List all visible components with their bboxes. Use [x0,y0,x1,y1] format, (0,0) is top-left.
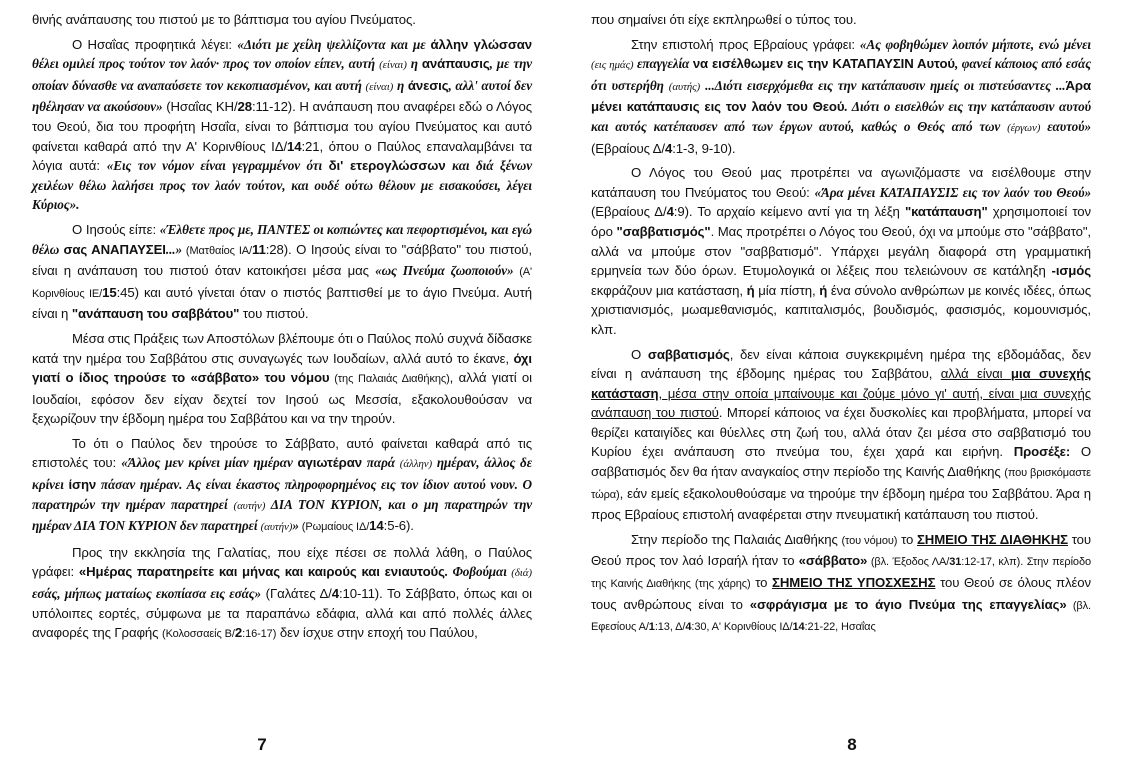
paragraph: Προς την εκκλησία της Γαλατίας, που είχε πέσει σε πολλά λάθη, ο Παύλος γράφει: «Ημέρας παρατηρείτε και μήνας και καιρούς και ενιαυτούς. Φοβούμαι (διά) εσάς, μήπως ματαίως εκοπίασα εις εσάς» (Γαλάτες Δ/4:10-11). Το Σάββατο, όπως και οι υπόλοιπες εορτές, σύμφωνα με τα παραπάνω εδάφια, αλλά και από πολλές άλλες αναφορές της Γραφής (Κολοσσαείς Β/2:16-17) δεν ίσχυε στην εποχή του Παύλου, [32,544,532,641]
paragraph: Ο Ιησούς είπε: «Έλθετε προς με, ΠΑΝΤΕΣ οι κοπιώντες και πεφορτισμένοι, και εγώ θέλω σας ΑΝΑΠΑΥΣΕΙ...» (Ματθαίος ΙΑ/11:28). Ο Ιησούς είναι το "σάββατο" του πιστού, είναι η ανάπαυση του πιστού όταν κατοικήσει μέσα μας «ως Πνεύμα ζωοποιούν» (Α' Κορινθίους ΙΕ/15:45) και αυτό γίνεται όταν ο πιστός βαπτισθεί με το άγιο Πνεύμα. Αυτή είναι η "ανάπαυση του σαββάτου" του πιστού. [32,221,533,322]
paragraph: Ο σαββατισμός, δεν είναι κάποια συγκεκριμένη ημέρα της εβδομάδας, δεν είναι η ανάπαυση της έβδομης ημέρας του Σαββάτου, αλλά είναι μια συνεχής κατάσταση, μέσα στην οποία μπαίνουμε και ζούμε μόνο γι' αυτή, είναι μια συνεχής ανάπαυση του πιστού. Μπορεί κάποιος να έχει δυσκολίες και προβλήματα, μπορεί να θερίζει καταιγίδες και θύελλες στη ζωή του, αλλά όταν ζει μέσα στο σαββατισμό του Κυρίου έχει ανάπαυση στο πνεύμα του, έχει χαρά και ειρήνη. Προσέξε: Ο σαββατισμός δεν θα ήταν αναγκαίος στην περίοδο της Καινής Διαθήκης (που βρισκόμαστε τώρα), εάν εμείς εξακολουθούσαμε να τηρούμε την έβδομη ημέρα του Σαββάτου. Άρα η προς Εβραίους επιστολή αναφέρεται στην πνευματική κατάπαυση του πιστού. [591,346,1091,523]
right-page [591,10,1091,643]
left-page [32,10,532,650]
paragraph: Στην περίοδο της Παλαιάς Διαθήκης (του νόμου) το ΣΗΜΕΙΟ ΤΗΣ ΔΙΑΘΗΚΗΣ του Θεού προς τον λαό Ισραήλ ήταν το «σάββατο» (βλ. Έξοδος ΛΑ/31:12-17, κλπ). Στην περίοδο της Καινής Διαθήκης (της χάρης) το ΣΗΜΕΙΟ ΤΗΣ ΥΠΟΣΧΕΣΗΣ του Θεού σε όλους πλέον τους ανθρώπους είναι το «σφράγισμα με το άγιο Πνεύμα της επαγγελίας» (βλ. Εφεσίους Α/1:13, Δ/4:30, Α' Κορινθίους ΙΔ/14:21-22, Ησαΐας [591,531,1091,634]
paragraph: που σημαίνει ότι είχε εκπληρωθεί ο τύπος του. [591,12,857,27]
paragraph: Το ότι ο Παύλος δεν τηρούσε το Σάββατο, αυτό φαίνεται καθαρά από τις επιστολές του: «Άλλος μεν κρίνει μίαν ημέραν αγιωτέραν παρά (άλλην) ημέραν, άλλος δε κρίνει ίσην πάσαν ημέραν. Ας είναι έκαστος πληροφορημένος εις τον ίδιον αυτού νουν. Ο παρατηρών την ημέραν παρατηρεί (αυτήν) ΔΙΑ ΤΟΝ ΚΥΡΙΟΝ, και ο μη παρατηρών την ημέραν ΔΙΑ ΤΟΝ ΚΥΡΙΟΝ δεν παρατηρεί (αυτήν)» (Ρωμαίους ΙΔ/14:5-6). [32,435,533,534]
paragraph: Στην επιστολή προς Εβραίους γράφει: «Ας φοβηθώμεν λοιπόν μήποτε, ενώ μένει (εις ημάς) επαγγελία να εισέλθωμεν εις την ΚΑΤΑΠΑΥΣΙΝ Αυτού, φανεί κάποιος από εσάς ότι υστερήθη (αυτής) ...Διότι εισερχόμεθα εις την κατάπαυσιν ημείς οι πιστεύσαντες ...Άρα μένει κατάπαυσις εις τον λαόν του Θεού. Διότι ο εισελθών εις την κατάπαυσιν αυτού και αυτός κατέπαυσεν από των έργων αυτού, καθώς ο Θεός από των (έργων) εαυτού» (Εβραίους Δ/4:1-3, 9-10). [591,36,1092,156]
page-number-right: 8 [847,735,857,754]
paragraph: θινής ανάπαυσης του πιστού με το βάπτισμα του αγίου Πνεύματος. [32,12,416,27]
page-number-left: 7 [257,735,267,754]
paragraph: Ο Ησαΐας προφητικά λέγει: «Διότι με χείλη ψελλίζοντα και με άλλην γλώσσαν θέλει ομιλεί προς τούτον τον λαόν· προς τον οποίον είπεν, αυτή (είναι) η ανάπαυσις, με την οποίαν δύνασθε να αναπαύσετε τον κεκοπιασμένον, και αυτή (είναι) η άνεσις, αλλ' αυτοί δεν ηθέλησαν να ακούσουν» (Ησαΐας ΚΗ/28:11-12). Η ανάπαυση που αναφέρει εδώ ο Λόγος του Θεού, δια του προφήτη Ησαΐα, είναι το βάπτισμα του αγίου Πνεύματος και αυτό φαίνεται καθαρά από την Α' Κορινθίους ΙΔ/14:21, όπου ο Παύλος επαναλαμβάνει τα λόγια αυτά: «Εις τον νόμον είναι γεγραμμένον ότι δι' ετερογλώσσων και διά ξένων χειλέων θέλω λαλήσει προς τον λαόν τούτον, και ουδέ ούτω θέλουν με εισακούσει, λέγει Κύριος». [32,36,532,213]
paragraph: Μέσα στις Πράξεις των Αποστόλων βλέπουμε ότι ο Παύλος πολύ συχνά δίδασκε κατά την ημέρα του Σαββάτου στις συναγωγές των Ιουδαίων, αλλά αυτό το έκανε, όχι γιατί ο ίδιος τηρούσε το «σάββατο» του νόμου (της Παλαιάς Διαθήκης), αλλά γιατί οι Ιουδαίοι, εφόσον δεν είχαν δεχτεί τον Ιησού ως Μεσσία, εξακολουθούσαν να ξεχωρίζουν την έβδομη ημέρα του Σαββάτου και να την τηρούν. [32,330,532,427]
paragraph: Ο Λόγος του Θεού μας προτρέπει να αγωνιζόμαστε να εισέλθουμε στην κατάπαυση του Πνεύματος του Θεού: «Άρα μένει ΚΑΤΑΠΑΥΣΙΣ εις τον λαόν του Θεού» (Εβραίους Δ/4:9). Το αρχαίο κείμενο αντί για τη λέξη "κατάπαυση" χρησιμοποιεί τον όρο "σαββατισμός". Μας προτρέπει ο Λόγος του Θεού, όχι να μπούμε στο "σάββατο", αλλά να μπούμε στον "σαββατισμό". Υπάρχει μεγάλη διαφορά στη γραμματική ερμηνεία των δύο όρων. Ετυμολογικά οι λέξεις που τελειώνουν σε κατάληξη -ισμός εκφράζουν μια κατάσταση, ή μία πίστη, ή ένα σύνολο ανθρώπων με κοινές ιδέες, όπως χριστιανισμός, μωαμεθανισμός, καπιταλισμός, βουδισμός, φασισμός, κομουνισμός, κλπ. [591,165,1091,337]
